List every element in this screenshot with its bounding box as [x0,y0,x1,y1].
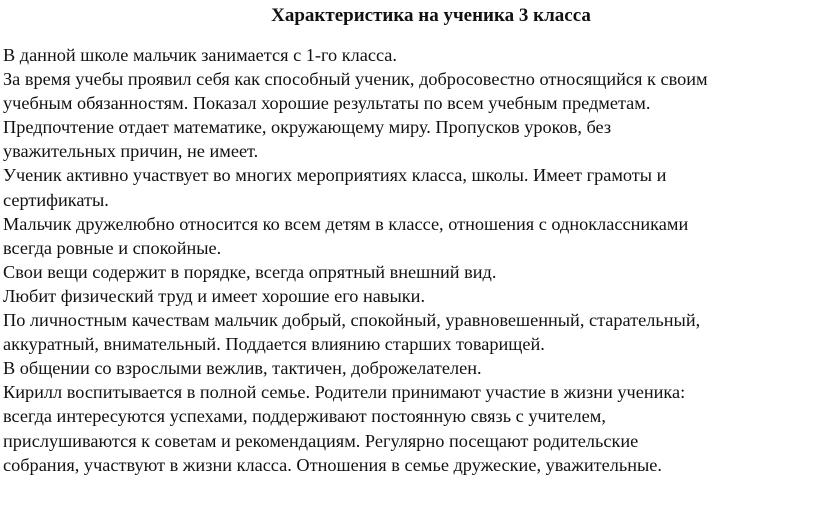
text-line: Свои вещи содержит в порядке, всегда опрятный внешний вид. [3,261,497,282]
text-line: Кирилл воспитывается в полной семье. Родители принимают участие в жизни ученика: [3,382,686,403]
text-line: учебным обязанностям. Показал хорошие результаты по всем учебным предметам. [3,93,651,114]
text-line: собрания, участвуют в жизни класса. Отношения в семье дружеские, уважительные. [3,454,662,475]
text-line: Ученик активно участвует во многих мероприятиях класса, школы. Имеет грамоты и [3,165,667,186]
text-line: всегда ровные и спокойные. [3,237,222,258]
text-line: сертификаты. [3,189,109,210]
text-line: всегда интересуются успехами, поддерживают постоянную связь с учителем, [3,406,606,427]
document-title: Характеристика на ученика 3 класса [271,5,591,26]
text-line: В общении со взрослыми вежлив, тактичен, доброжелателен. [3,358,482,379]
text-line: Любит физический труд и имеет хорошие его навыки. [3,285,426,306]
text-line: Предпочтение отдает математике, окружающему миру. Пропусков уроков, без [3,117,612,138]
document-body [3,43,815,477]
text-line: прислушиваются к советам и рекомендациям. Регулярно посещают родительские [3,430,639,451]
text-line: Мальчик дружелюбно относится ко всем детям в классе, отношения с одноклассниками [3,213,689,234]
text-line: По личностным качествам мальчик добрый, спокойный, уравновешенный, старательный, [3,310,701,331]
text-line: уважительных причин, не имеет. [3,141,259,162]
text-line: аккуратный, внимательный. Поддается влиянию старших товарищей. [3,334,545,355]
text-line: За время учебы проявил себя как способный ученик, добросовестно относящийся к своим [3,69,708,90]
text-line: В данной школе мальчик занимается с 1-го класса. [3,45,397,65]
